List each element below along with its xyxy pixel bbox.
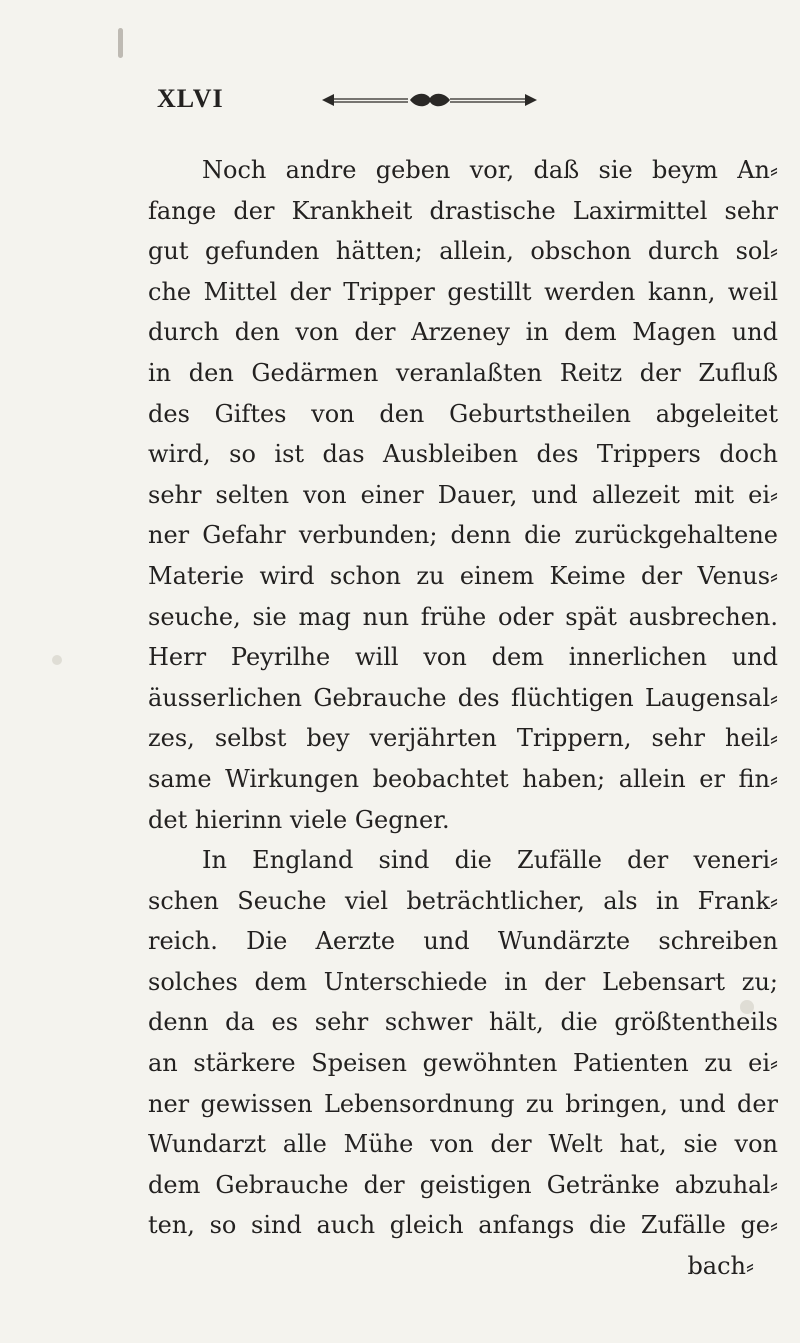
page-number: XLVI [157,84,224,113]
text-line: ten, so sind auch gleich anfangs die Zufälle ge⸗ [148,1211,778,1240]
text-line: schen Seuche viel beträchtlicher, als in Frank⸗ [148,886,778,915]
text-line: same Wirkungen beobachtet haben; allein er fin⸗ [148,764,778,793]
text-line: fange der Krankheit drastische Laxirmittel sehr [148,196,778,225]
text-line: durch den von der Arzeney in dem Magen und [148,318,778,347]
text-line: Noch andre geben vor, daß sie beym An⸗ [202,156,778,184]
text-line: Materie wird schon zu einem Keime der Venus⸗ [148,561,778,590]
text-line: che Mittel der Tripper gestillt werden kann, weil [148,277,778,306]
text-line: Herr Peyrilhe will von dem innerlichen und [148,643,778,672]
body-text [148,150,778,1287]
text-line: In England sind die Zufälle der veneri⸗ [202,846,778,875]
text-line: wird, so ist das Ausbleiben des Trippers doch [148,440,778,469]
text-line: dem Gebrauche der geistigen Getränke abzuhal⸗ [148,1170,778,1199]
text-line: sehr selten von einer Dauer, und allezeit mit ei⸗ [148,480,778,509]
text-line: in den Gedärmen veranlaßten Reitz der Zufluß [148,358,778,387]
text-line: ner Gefahr verbunden; denn die zurückgehaltene [148,521,778,550]
text-line: äusserlichen Gebrauche des flüchtigen Laugensal⸗ [148,683,778,712]
page-header [157,84,657,120]
text-line: zes, selbst bey verjährten Trippern, sehr heil⸗ [148,724,778,753]
text-line: gut gefunden hätten; allein, obschon durch sol⸗ [148,237,778,266]
text-line: solches dem Unterschiede in der Lebensart zu; [148,967,778,996]
text-line: det hierinn viele Gegner. [148,805,450,834]
catchword: bach⸗ [687,1252,754,1281]
ornament-rule [322,90,537,110]
text-line: reich. Die Aerzte und Wundärzte schreiben [148,927,778,956]
paper-mark [118,28,123,58]
text-line: des Giftes von den Geburtstheilen abgeleitet [148,399,778,428]
text-line: Wundarzt alle Mühe von der Welt hat, sie von [148,1130,778,1159]
text-line: an stärkere Speisen gewöhnten Patienten zu ei⸗ [148,1049,778,1078]
text-line: seuche, sie mag nun frühe oder spät ausbrechen. [148,602,778,631]
paper-stain [740,1000,754,1014]
text-line: ner gewissen Lebensordnung zu bringen, und der [148,1089,778,1118]
text-line: denn da es sehr schwer hält, die größtentheils [148,1008,778,1037]
paper-stain [52,655,62,665]
